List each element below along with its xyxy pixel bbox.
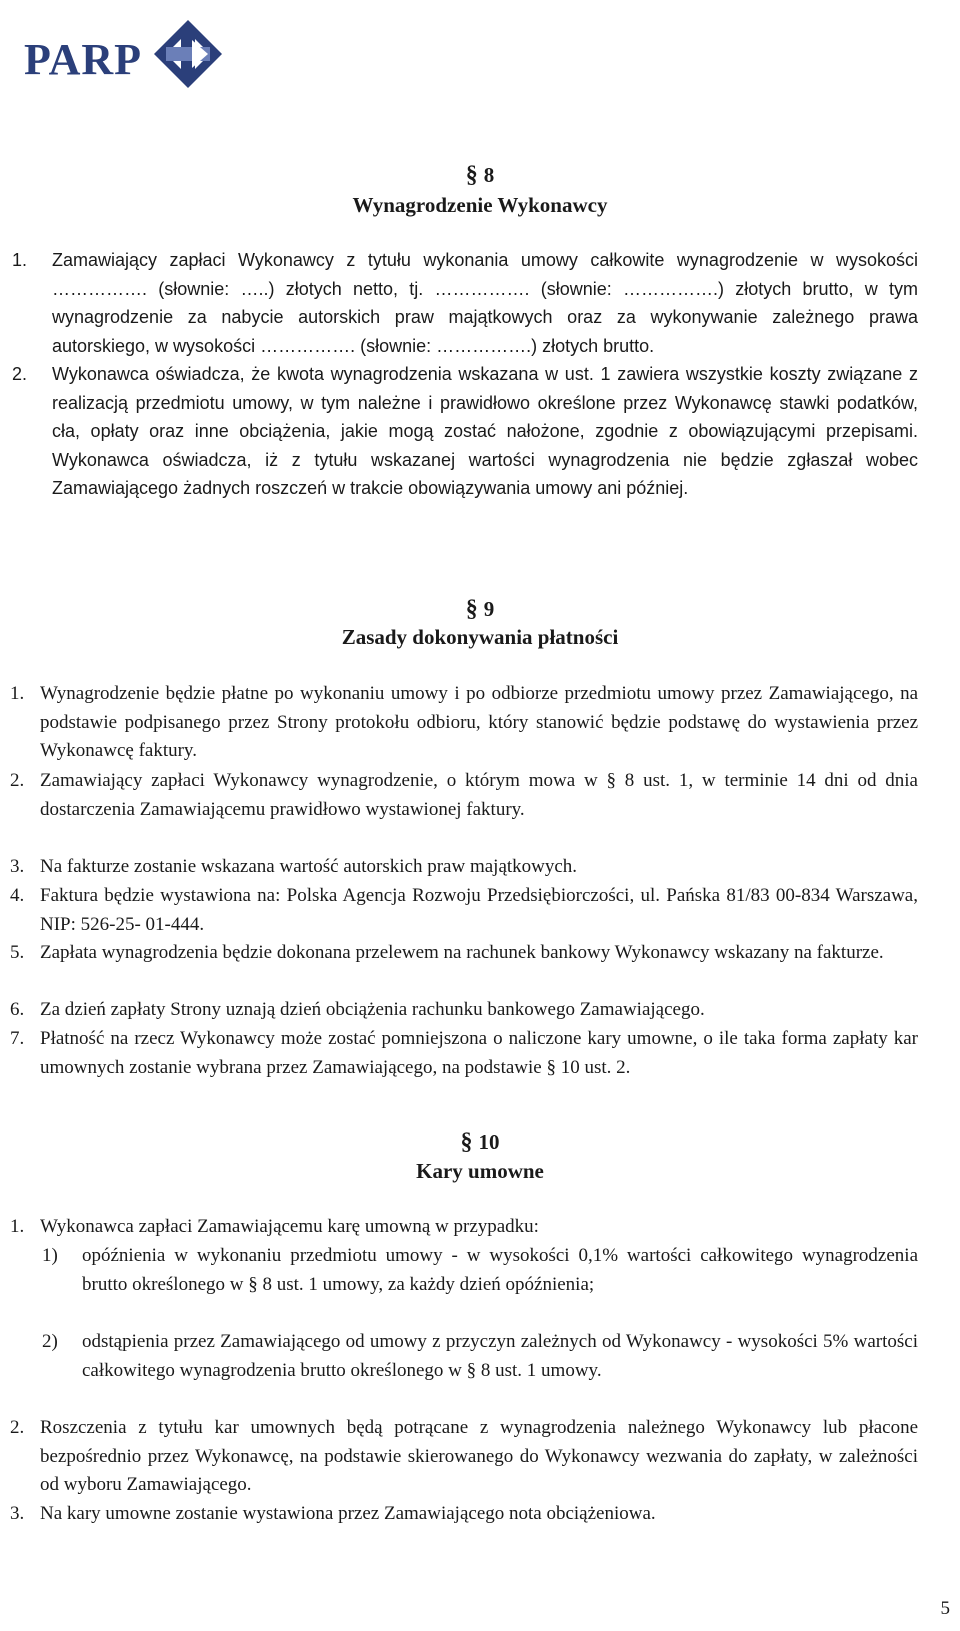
section-8-title: Wynagrodzenie Wykonawcy xyxy=(352,193,608,217)
parp-logo xyxy=(14,18,224,88)
item-text: Faktura będzie wystawiona na: Polska Agencja Rozwoju Przedsiębiorczości, ul. Pańska 81/83 00-834 Warszawa, NIP: 526-25- 01-444. xyxy=(40,885,918,935)
sec8-item-2 xyxy=(12,360,918,503)
item-text: Roszczenia z tytułu kar umownych będą potrącane z wynagrodzenia należnego Wykonawcy lub płacone bezpośrednio przez Wykonawcę, na podstawie skierowanego do Wykonawcy wezwania do zapłaty, w zależności od wyboru Zamawiającego. xyxy=(40,1417,918,1495)
item-number: 2. xyxy=(10,770,25,791)
section-10-heading xyxy=(0,1129,960,1156)
sec10-item-1 xyxy=(10,1213,918,1242)
item-text: Zapłata wynagrodzenia będzie dokonana przelewem na rachunek bankowy Wykonawcy wskazany na fakturze. xyxy=(40,942,884,963)
sec8-item-1 xyxy=(12,246,918,360)
sec10-item-2 xyxy=(10,1414,918,1500)
item-number: 1. xyxy=(12,250,28,270)
sec9-item-2 xyxy=(10,767,918,824)
sec10-subitem-1 xyxy=(42,1242,918,1299)
subitem-text: opóźnienia w wykonaniu przedmiotu umowy - w wysokości 0,1% wartości całkowitego wynagrodzenia brutto określonego w § 8 ust. 1 umowy, za każdy dzień opóźnienia; xyxy=(82,1245,918,1295)
item-number: 5. xyxy=(10,942,25,963)
item-text: Na fakturze zostanie wskazana wartość autorskich praw majątkowych. xyxy=(40,856,578,877)
parp-logo-icon xyxy=(152,18,224,90)
item-number: 1. xyxy=(10,683,25,704)
item-text: Wykonawca zapłaci Zamawiającemu karę umowną w przypadku: xyxy=(40,1216,539,1237)
section-8-heading xyxy=(0,162,960,189)
item-number: 2. xyxy=(10,1417,25,1438)
section-10-title: Kary umowne xyxy=(416,1159,544,1183)
sec10-subitem-2 xyxy=(42,1328,918,1385)
paragraph-symbol: § xyxy=(465,162,478,188)
item-number: 1. xyxy=(10,1216,25,1237)
section-number: 8 xyxy=(483,163,495,187)
item-text: Na kary umowne zostanie wystawiona przez Zamawiającego nota obciążeniowa. xyxy=(40,1503,656,1524)
sec9-item-4 xyxy=(10,882,918,939)
section-9-title: Zasady dokonywania płatności xyxy=(341,625,619,649)
page-number: 5 xyxy=(940,1598,950,1619)
subitem-number: 2) xyxy=(42,1331,58,1352)
item-text: Zamawiający zapłaci Wykonawcy z tytułu wykonania umowy całkowite wynagrodzenie w wysokości ……………. (słownie: …..) złotych netto, tj. ……………. (słownie: …………….) złotych brutto, w tym wynagrodzenie za nabycie autorskich praw majątkowych oraz za wykonywanie zależnego prawa autorskiego, w wysokości ……………. (słownie: …………….) złotych brutto. xyxy=(52,250,918,356)
sec9-item-7 xyxy=(10,1025,918,1082)
sec10-item-3 xyxy=(10,1500,918,1529)
item-text: Zamawiający zapłaci Wykonawcy wynagrodzenie, o którym mowa w § 8 ust. 1, w terminie 14 dni od dnia dostarczenia Zamawiającemu prawidłowo wystawionej faktury. xyxy=(40,770,918,820)
item-number: 2. xyxy=(12,364,28,384)
item-number: 3. xyxy=(10,856,25,877)
item-text: Wykonawca oświadcza, że kwota wynagrodzenia wskazana w ust. 1 zawiera wszystkie koszty związane z realizacją przedmiotu umowy, w tym należne i prawidłowo określone przez Wykonawcę stawki podatków, cła, opłaty oraz inne obciążenia, jakie mogą zostać nałożone, zgodnie z obowiązującymi przepisami. Wykonawca oświadcza, iż z tytułu wskazanej wartości wynagrodzenia nie będzie zgłaszał wobec Zamawiającego żadnych roszczeń w trakcie obowiązywania umowy ani później. xyxy=(52,364,918,498)
item-text: Płatność na rzecz Wykonawcy może zostać pomniejszona o naliczone kary umowne, o ile taka forma zapłaty kar umownych zostanie wybrana przez Zamawiającego, na podstawie § 10 ust. 2. xyxy=(40,1028,918,1078)
subitem-text: odstąpienia przez Zamawiającego od umowy z przyczyn zależnych od Wykonawcy - wysokości 5% wartości całkowitego wynagrodzenia brutto określonego w § 8 ust. 1 umowy. xyxy=(82,1331,918,1381)
paragraph-symbol: § xyxy=(465,596,478,622)
paragraph-symbol: § xyxy=(460,1129,473,1155)
item-text: Za dzień zapłaty Strony uznają dzień obciążenia rachunku bankowego Zamawiającego. xyxy=(40,999,705,1020)
section-number: 9 xyxy=(483,597,495,621)
sec9-item-6 xyxy=(10,996,918,1025)
item-number: 6. xyxy=(10,999,25,1020)
logo-text: PARP xyxy=(24,35,143,84)
item-text: Wynagrodzenie będzie płatne po wykonaniu umowy i po odbiorze przedmiotu umowy przez Zamawiającego, na podstawie podpisanego przez Strony protokołu odbioru, który stanowić będzie podstawę do wystawienia przez Wykonawcę faktury. xyxy=(40,683,918,761)
item-number: 3. xyxy=(10,1503,25,1524)
sec9-item-5 xyxy=(10,939,918,968)
sec9-item-1 xyxy=(10,680,918,766)
section-number: 10 xyxy=(478,1130,500,1154)
sec9-item-3 xyxy=(10,853,918,882)
item-number: 4. xyxy=(10,885,25,906)
item-number: 7. xyxy=(10,1028,25,1049)
subitem-number: 1) xyxy=(42,1245,58,1266)
section-9-heading xyxy=(0,596,960,623)
